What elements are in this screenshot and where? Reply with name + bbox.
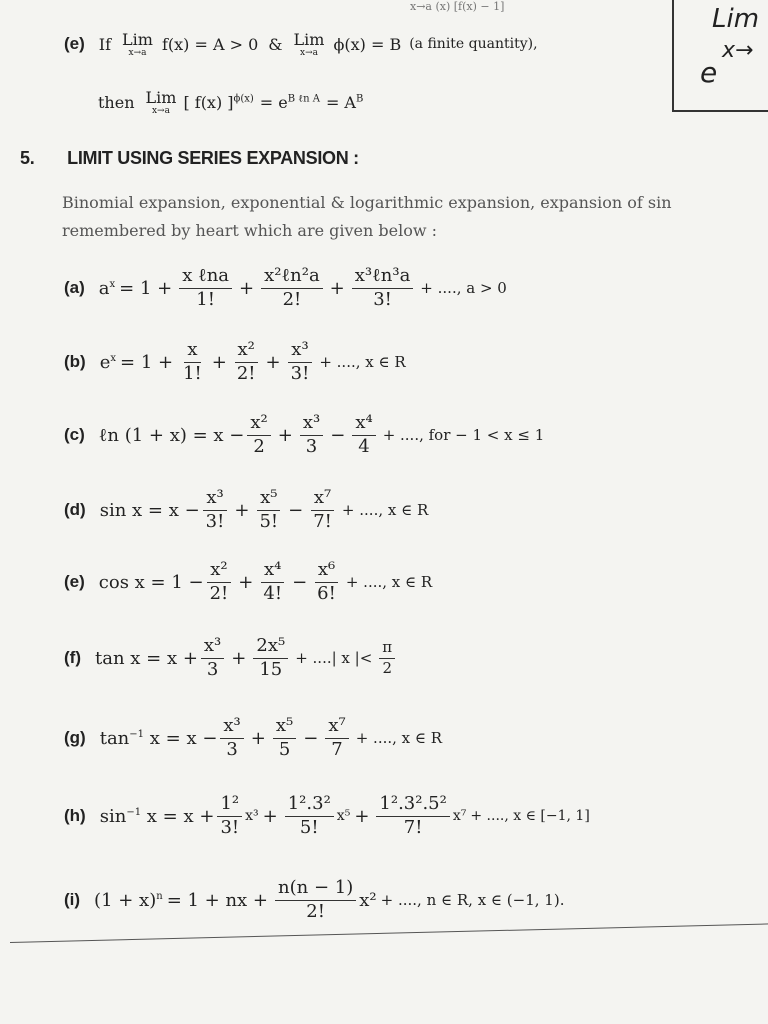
tail: + ....| x |< [295, 649, 373, 668]
formula-f: (f) tan x = x + $\frac{\text{x³}}{3}$ + $\frac{\text{2x⁵}}{15}$ + ....| x |< $\frac{\pi}{2}$ [64, 636, 398, 680]
operator: = 1 + nx + [166, 889, 269, 911]
lhs: $\sin^{-1} x = x$ + [99, 805, 215, 827]
tail: + ...., for − 1 < x ≤ 1 [382, 426, 545, 445]
margin-bracket-horizontal [672, 110, 768, 112]
term-2: $\frac{\text{x⁵}}{5!}$ [256, 488, 281, 532]
lhs: $a^x$ [98, 277, 116, 299]
result-final: = $A^B$ [325, 92, 364, 112]
lhs: cos x = 1 − [98, 571, 204, 593]
term-2: $\frac{\text{x³}}{3}$ [300, 413, 323, 457]
term-3-power: x⁷ [452, 808, 467, 825]
formula-label: (g) [64, 728, 86, 748]
tail: + ...., x ∈ R [341, 501, 429, 520]
tail: + ...., x ∈ R [345, 573, 433, 592]
lhs: ℓn (1 + x) = x − [98, 424, 245, 446]
rule-e-line1 [64, 30, 538, 58]
term-3: $\frac{\text{x⁶}}{6!}$ [314, 560, 339, 604]
if-word: If [98, 34, 112, 54]
formula-d: (d) sin x = x − $\frac{\text{x³}}{3!}$ + $\frac{\text{x⁵}}{5!}$ − $\frac{\text{x⁷}}{7!}$ + ...., x ∈ R [64, 487, 429, 532]
term-1: $\frac{\text{x²}}{2!}$ [207, 560, 232, 604]
formula-label: (i) [64, 890, 81, 910]
term-1: $\frac{\text{x³}}{3}$ [220, 716, 243, 760]
section-heading [20, 148, 359, 169]
term-3: $\frac{\text{x⁷}}{7!}$ [310, 488, 335, 532]
rule-e-line2 [98, 88, 363, 116]
section-number: 5. [20, 148, 35, 168]
section-title: LIMIT USING SERIES EXPANSION : [67, 148, 359, 168]
formula-label: (c) [64, 425, 85, 445]
lhs: $(1 + x)^n$ [94, 889, 163, 911]
term-1: $\frac{\text{1²}}{3!}$ [217, 794, 242, 838]
term-1: $\frac{x}{1!}$ [183, 339, 202, 384]
formula-label: (h) [64, 806, 86, 826]
result-exponential: = $e^{B \ell n A}$ [259, 92, 320, 112]
ampersand: & [268, 34, 283, 54]
term-2: $\frac{\text{2x⁵}}{15}$ [253, 636, 288, 680]
tail: + ...., x ∈ R [319, 353, 406, 372]
term-3: $\frac{\text{x³ℓn³a}}{3!}$ [352, 266, 414, 310]
term-2: $\frac{\text{x⁴}}{4!}$ [260, 560, 285, 604]
formula-a: (a) $a^x$ = 1 + $\frac{\text{x ℓna}}{1!}$ + $\frac{\text{x²ℓn²a}}{2!}$ + $\frac{\text{x³ℓn³a}}{3!}$ + ...., a > 0 [64, 265, 507, 310]
limit-operator: Lim x→a [122, 30, 153, 58]
limit-operator-2: Lim x→a [293, 30, 325, 58]
formula-c: (c) ℓn (1 + x) = x − $\frac{\text{x²}}{2}$ + $\frac{\text{x³}}{3}$ − $\frac{\text{x⁴}}{4}$ + ...., for − 1 < x ≤ 1 [64, 412, 545, 457]
tail: + ...., x ∈ [−1, 1] [470, 808, 590, 825]
term-3: $\frac{\text{1².3².5²}}{7!}$ [376, 794, 449, 838]
term-3: $\frac{\text{x³}}{3!}$ [288, 340, 313, 384]
top-cut-fragment: x→a (x) [f(x) − 1] [410, 0, 505, 13]
term-2: $\frac{\text{x⁵}}{5}$ [273, 716, 296, 760]
operator: = 1 + [120, 351, 174, 373]
intro-line-2: remembered by heart which are given below : [62, 221, 438, 240]
handwritten-lim: Lim [712, 4, 760, 34]
term-2: $\frac{\text{x²}}{2!}$ [234, 340, 259, 384]
intro-line-1: Binomial expansion, exponential & logarithmic expansion, expansion of sin [62, 193, 672, 212]
pi-over-2: $\frac{\pi}{2}$ [379, 639, 395, 677]
formula-label: (d) [64, 500, 86, 520]
formula-label: (b) [64, 352, 86, 372]
formula-label: (e) [64, 572, 85, 592]
term-1-power: x² [359, 889, 377, 911]
result-bracket: [ f(x) ]$^{\phi(x)}$ [183, 92, 254, 112]
operator: = 1 + [119, 277, 173, 299]
term-2: $\frac{\text{1².3²}}{5!}$ [285, 794, 334, 838]
term-3: $\frac{\text{x⁷}}{7}$ [325, 716, 348, 760]
formula-g: (g) $\tan^{-1} x = x$ − $\frac{\text{x³}}{3}$ + $\frac{\text{x⁵}}{5}$ − $\frac{\text{x⁷}}{7}$ + ...., x ∈ R [64, 715, 443, 760]
term-1: $\frac{\text{x³}}{3}$ [201, 636, 224, 680]
tail: + ...., x ∈ R [355, 729, 443, 748]
bottom-divider [10, 923, 768, 943]
term-1: $\frac{\text{x³}}{3!}$ [203, 488, 228, 532]
formula-h: (h) $\sin^{-1} x = x$ + $\frac{\text{1²}}{3!}$ x³ + $\frac{\text{1².3²}}{5!}$ x⁵ + $\frac{\text{1².3².5²}}{7!}$ x⁷ + ...., x ∈ [−1, 1] [64, 793, 590, 838]
limit-operator-3: Lim x→a [145, 88, 177, 116]
formula-b: (b) $e^x$ = 1 + $\frac{x}{1!}$ + $\frac{\text{x²}}{2!}$ + $\frac{\text{x³}}{3!}$ + ...., x ∈ R [64, 339, 406, 384]
lhs: tan x = x + [94, 647, 198, 669]
formula-e: (e) cos x = 1 − $\frac{\text{x²}}{2!}$ + $\frac{\text{x⁴}}{4!}$ − $\frac{\text{x⁶}}{6!}$ + ...., x ∈ R [64, 559, 433, 604]
term-1-power: x³ [245, 808, 259, 825]
term-1: $\frac{n(n - 1)}{2!}$ [275, 878, 356, 922]
term-1: $\frac{\text{x ℓna}}{1!}$ [179, 266, 232, 310]
term-1: $\frac{\text{x²}}{2}$ [247, 413, 270, 457]
phi-expression: ϕ(x) = B [333, 34, 402, 54]
handwritten-x-arrow: x→ [722, 38, 754, 63]
formula-label: (f) [64, 648, 81, 668]
handwritten-e: e [700, 56, 718, 89]
formula-i [64, 878, 568, 922]
tail: + ...., n ∈ R, x ∈ (−1, 1). [380, 891, 565, 910]
lhs: $\tan^{-1} x = x$ − [99, 727, 218, 749]
formula-label: (a) [64, 278, 85, 298]
term-2: $\frac{\text{x²ℓn²a}}{2!}$ [261, 266, 323, 310]
lhs: $e^x$ [99, 351, 117, 373]
term-3: $\frac{\text{x⁴}}{4}$ [352, 413, 375, 457]
margin-bracket-vertical [672, 0, 674, 112]
f-expression: f(x) = A > 0 [161, 34, 259, 54]
finite-note: (a finite quantity), [409, 36, 538, 52]
term-2-power: x⁵ [336, 808, 351, 825]
tail: + ...., a > 0 [420, 279, 507, 298]
item-label: (e) [64, 34, 85, 53]
then-word: then [98, 92, 135, 112]
lhs: sin x = x − [99, 499, 200, 521]
